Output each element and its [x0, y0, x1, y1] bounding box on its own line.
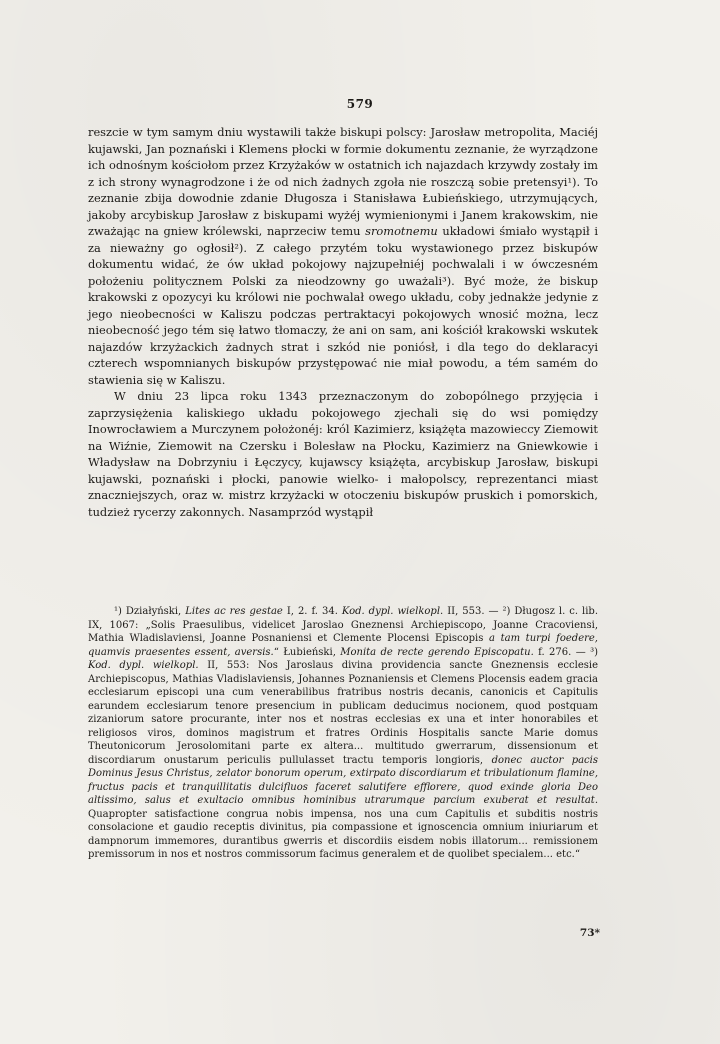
- paragraph-2: W dniu 23 lipca roku 1343 przeznaczonym do zobopólnego przyjęcia i zaprzysiężenia kaliskiego układu pokojowego zjechali się do wsi pomiędzy Inowrocławiem a Murczynem położonéj: król Kazimierz, książęta mazowieccy Ziemowit na Wiźnie, Ziemowit na Czersku i Bolesław na Płocku, Kazimierz na Gniewkowie i Władysław na Dobrzyniu i Łęczycy, kujawscy książęta, arcybiskup Jarosław, biskupi kujawski, poznański i płocki, panowie wielko- i małopolscy, reprezentanci miast znaczniejszych, oraz w. mistrz krzyżacki w otoczeniu biskupów pruskich i pomorskich, tudzież rycerzy zakonnych. Nasamprzód wystąpił: [88, 389, 598, 519]
- paragraph-1-text: reszcie w tym samym dniu wystawili także biskupi polscy: Jarosław metropolita, Maciéj kujawski, Jan poznański i Klemens płocki w formie dokumentu zeznanie, że wyrządzone ich odnośnym kościołom przez Krzyżaków w ostatnich ich najazdach krzywdy zostały im z ich strony wynagrodzone i że od nich żadnych zgoła nie roszczą sobie pretensyi¹). To zeznanie zbija dowodnie zdanie Długosza i Stanisława Łubieńskiego, utrzymujących, jakoby arcybiskup Jarosław z biskupami wyżéj wymienionymi i Janem krakowskim, nie zważając na gniew królewski, naprzeciw temu: [88, 125, 598, 238]
- paragraph-1-italic: sromotnemu: [365, 224, 438, 238]
- footnote-text: Quapropter satisfactione congrua nobis impensa, nos una cum Capitulis et subditis nostris consolacione et gaudio receptis divinitus, pia compassione et ignoscencia omnium iniuriarum et dampnorum immemores, durantibus gwerris et discordiis eisdem nobis illatorum... remissionem premissorum in nos et nostros commissorum facimus generalem et de quolibet specialem... etc.“: [88, 808, 598, 860]
- footnote-italic: Monita de recte gerendo Episcopatu.: [340, 646, 534, 658]
- paragraph-1-rest: układowi śmiało wystąpił i za nieważny go ogłosił²). Z całego przytém toku wystawionego przez biskupów dokumentu widać, że ów układ pokojowy najzupełniéj pochwalali i w ówczesném położeniu politycznem Polski za nieodzowny go uważali³). Być może, że biskup krakowski z opozycyi ku królowi nie pochwalał owego układu, coby jednakże jedynie z jego nieobecności w Kaliszu podczas pertraktacyi pokojowych wnosić można, lecz nieobecność jego tém się łatwo tłomaczy, że ani on sam, ani kościół krakowski wskutek najazdów krzyżackich żadnych strat i szkód nie poniósł, i dla tego do deklaracyi czterech wspomnianych biskupów przystępować nie miał powodu, a tém samém do stawienia się w Kaliszu.: [88, 224, 598, 387]
- footnote-text: f. 276. — ³): [533, 646, 598, 658]
- main-text: [88, 124, 598, 520]
- footnote-italic: donec auctor pacis Dominus Jesus Christus, zelator bonorum operum, extirpato discordiarum et tribulationum flamine, fructus pacis et tranquillitatis dulcifluos faceret salutifere efflorere, quod exinde gloria Deo altissimo, salus et exultacio omnibus hominibus utrarumque parcium exuberat et resultat.: [88, 754, 598, 806]
- footnote-text: II, 553. — ²) Długosz l. c. lib. IX, 1067: „Solis Praesulibus, videlicet Jaroslao Gneznensi Archiepiscopo, Joanne Cracoviensi, Mathia Wladislaviensi, Joanne Posnaniensi et Clemente Plocensi Episcopis: [88, 606, 599, 644]
- footnotes: [88, 605, 598, 862]
- footnote-italic: Kod. dypl. wielkopl.: [88, 660, 199, 671]
- footnote-text: ¹) Działyński,: [114, 606, 186, 617]
- footnote-italic: a tam turpi foedere, quamvis praesentes essent, aversis.: [88, 633, 598, 658]
- footnote-italic: Lites ac res gestae: [185, 606, 283, 617]
- printer-signature: 73*: [579, 927, 600, 939]
- footnote-block: [88, 605, 598, 862]
- footnote-text: “ Łubieński,: [273, 646, 341, 658]
- paragraph-1: [88, 124, 598, 388]
- footnote-italic: Kod. dypl. wielkopl.: [341, 606, 444, 617]
- page-number: 579: [346, 97, 374, 111]
- footnote-text: II, 553: Nos Jaroslaus divina providencia sancte Gneznensis ecclesie Archiepiscopus, Mathias Vladislaviensis, Johannes Poznaniensis et Clemens Plocensis eadem gracia ecclesiarum episcopi una cum venerabilibus fratribus nostris decanis, canonicis et Capitulis earundem ecclesiarum tenore presencium in publicam deducimus nocionem, quod postquam zizaniorum satore procurante, inter nos et nostras ecclesias ex una et inter honorabiles et religiosos viros, dominos magistrum et fratres Ordinis Hospitalis sancte Marie domus Theutonicorum Jerosolomitani parte ex altera... multitudo gwerrarum, dissensionum et discordiarum onustarum periculis pullulasset tractu temporis longioris,: [88, 660, 598, 766]
- footnote-text: I, 2. f. 34.: [282, 606, 342, 617]
